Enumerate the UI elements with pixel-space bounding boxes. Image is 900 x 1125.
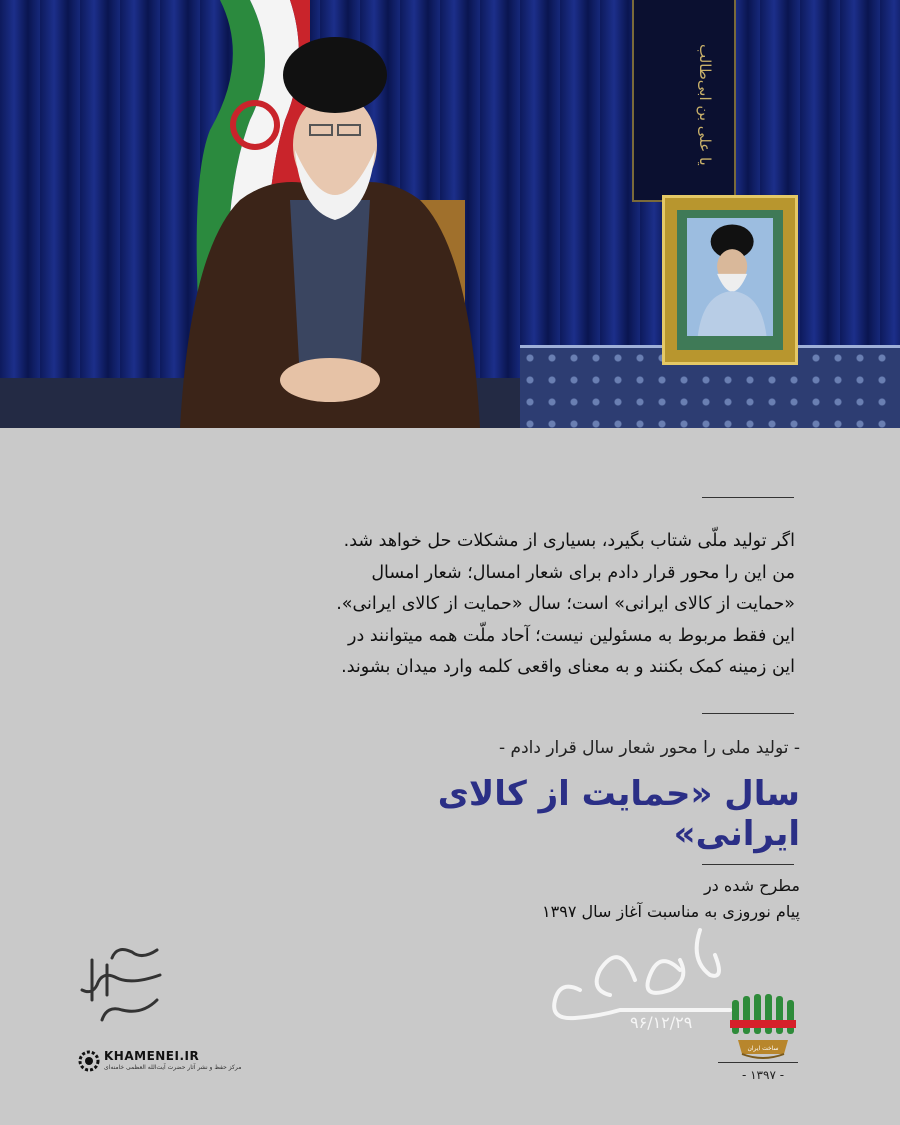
quote-line: من این را محور قرار دادم برای شعار امسال؛ شعار امسال [371, 562, 795, 583]
header-photo [0, 0, 900, 428]
calligraphy-logo [72, 940, 167, 1030]
banner-text: یا علی بن ابی‌طالب [696, 44, 714, 166]
gear-emblem-icon [78, 1050, 100, 1072]
quote-line: این زمینه کمک بکنند و به معنای واقعی کلمه وارد میدان بشوند. [341, 657, 795, 677]
made-in-iran-emblem [728, 992, 798, 1064]
handwritten-signature [540, 920, 740, 1030]
year-footer: - ۱۳۹۷ - [741, 1068, 785, 1082]
signature-date: ۹۶/۱۲/۲۹ [630, 1013, 693, 1030]
khamenei-ir-logo [78, 1048, 242, 1076]
logo-subtext: مرکز حفظ و نشر آثار حضرت آیت‌الله العظمی خامنه‌ای [104, 1064, 242, 1071]
divider-bottom [702, 864, 794, 865]
seated-figure [170, 30, 480, 428]
source-line-2: پیام نوروزی به مناسبت آغاز سال ۱۳۹۷ [542, 902, 800, 921]
source-line-1: مطرح شده در [703, 876, 800, 895]
subtitle: - تولید ملی را محور شعار سال قرار دادم - [499, 738, 800, 758]
portrait-image [687, 218, 773, 336]
quote-line: اگر تولید ملّی شتاب بگیرد، بسیاری از مشکلات حل خواهد شد. [343, 531, 795, 551]
headline: سال «حمایت از کالای ایرانی» [437, 774, 800, 854]
quote-line: این فقط مربوط به مسئولین نیست؛ آحاد ملّت همه میتوانند در [348, 625, 795, 646]
logo-wordmark: KHAMENEI.IR [104, 1049, 200, 1063]
divider-middle [702, 713, 794, 714]
portrait-frame [662, 195, 798, 365]
calligraphy-banner [632, 0, 736, 202]
quote-line: «حمایت از کالای ایرانی» است؛ سال «حمایت از کالای ایرانی». [336, 594, 795, 614]
emblem-caption: ساخت ایران [747, 1045, 779, 1052]
divider-top [702, 497, 794, 498]
quote-text [305, 526, 795, 684]
